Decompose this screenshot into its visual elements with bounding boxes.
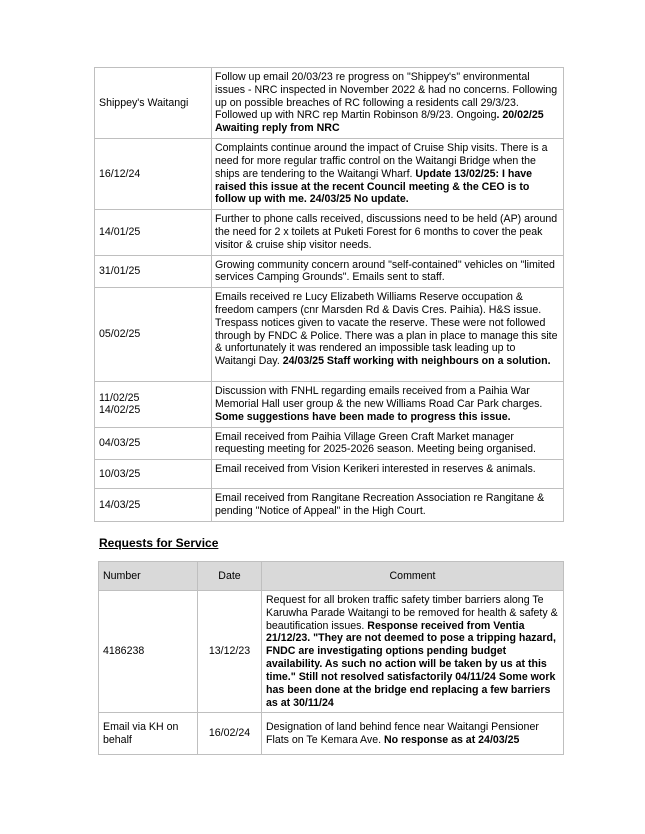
column-header-comment: Comment (262, 562, 564, 591)
table-row (95, 68, 564, 139)
issue-text-cell (212, 382, 564, 427)
issue-update: 24/03/25 Staff working with neighbours on a solution. (282, 355, 551, 368)
issue-text: Growing community concern around "self-contained" vehicles on "limited services Camping Grounds". Emails sent to staff. (215, 258, 555, 284)
issue-date-cell (95, 210, 212, 255)
table-row (95, 427, 564, 460)
issue-text-cell (212, 210, 564, 255)
issue-date: 05/02/25 (99, 328, 141, 341)
issue-update: Update 13/02/25: I have raised this issue at the recent Council meeting & the CEO is to follow up with me. 24/03/25 No update. (215, 167, 532, 206)
requests-table (98, 561, 564, 755)
table-row (99, 713, 564, 755)
table-header-row (99, 562, 564, 591)
table-row (95, 139, 564, 210)
request-comment (262, 591, 564, 713)
table-row (95, 288, 564, 382)
request-comment (262, 713, 564, 755)
issue-text-cell (212, 489, 564, 522)
table-row (95, 460, 564, 489)
table-row (95, 489, 564, 522)
issue-date-cell (95, 288, 212, 382)
request-response: No response as at 24/03/25 (383, 733, 520, 746)
table-row (99, 591, 564, 713)
request-comment-text: Request for all broken traffic safety timber barriers along Te Karuwha Parade Waitangi to be removed for health & safety & beautification issues. (266, 594, 558, 632)
issue-text: Complaints continue around the impact of Cruise Ship visits. There is a need for more regular traffic control on the Waitangi Bridge when the ships are tendering to the Waitangi Wharf. (215, 142, 548, 180)
issue-date: 10/03/25 (99, 467, 141, 480)
issue-text: Email received from Rangitane Recreation Association re Rangitane & pending "Notice of Appeal" in the High Court. (215, 492, 545, 518)
issue-update: Some suggestions have been made to progress this issue. (215, 410, 511, 423)
request-response: Response received from Ventia 21/12/23. "They are not deemed to pose a tripping hazard, FNDC are investigating options pending budget availability. As such no action will be taken by us at this time." Still not resolved satisfactorily 04/11/24 Some work has been done at the bridge end replacing a few barriers as at 30/11/24 (266, 619, 556, 709)
requests-heading: Requests for Service (99, 536, 219, 550)
issue-date: 16/12/24 (99, 167, 141, 180)
issue-date: 11/02/25 (99, 391, 140, 404)
issue-date: 14/01/25 (99, 225, 141, 238)
issue-date: Shippey's Waitangi (99, 96, 189, 109)
request-date: 13/12/23 (198, 591, 262, 713)
issue-update: . 20/02/25 Awaiting reply from NRC (215, 109, 544, 135)
issue-date-cell (95, 382, 212, 427)
column-header-number: Number (99, 562, 198, 591)
issue-text-cell (212, 139, 564, 210)
request-comment-text: Designation of land behind fence near Waitangi Pensioner Flats on Te Kemara Ave. (266, 721, 539, 746)
issue-text: Further to phone calls received, discussions need to be held (AP) around the need for 2 x toilets at Puketi Forest for 6 months to cover the peak visitor & cruise ship visitor needs. (215, 213, 558, 251)
table-row (95, 255, 564, 288)
issue-date: 14/02/25 (99, 404, 141, 417)
issue-date-cell (95, 255, 212, 288)
issue-date-cell (95, 489, 212, 522)
table-row (95, 210, 564, 255)
issue-date-cell (95, 139, 212, 210)
issue-text: Emails received re Lucy Elizabeth Williams Reserve occupation & freedom campers (cnr Marsden Rd & Davis Cres. Paihia). H&S issue. Trespass notices given to vacate the reserve. These were not followed through by FNDC & Police. There was a plan in place to manage this site & unfortunately it was rendered an impossible task leading up to Waitangi Day. (215, 291, 558, 368)
issues-table (94, 67, 564, 522)
request-number: Email via KH on behalf (99, 713, 198, 755)
issue-date-cell (95, 427, 212, 460)
issue-text-cell (212, 68, 564, 139)
request-date: 16/02/24 (198, 713, 262, 755)
request-number: 4186238 (99, 591, 198, 713)
issue-text-cell (212, 288, 564, 382)
issue-date: 31/01/25 (99, 264, 141, 277)
issue-text: Discussion with FNHL regarding emails received from a Paihia War Memorial Hall user group & the new Williams Road Car Park charges. (215, 385, 543, 410)
issue-text: Email received from Vision Kerikeri interested in reserves & animals. (215, 463, 536, 476)
column-header-date: Date (198, 562, 262, 591)
issue-text-cell (212, 255, 564, 288)
table-row (95, 382, 564, 427)
issue-text: Follow up email 20/03/23 re progress on "Shippey's" environmental issues - NRC inspected in November 2022 & had no concerns. Following up on possible breaches of RC following a residents call 29/3/23. Followed up with NRC rep Martin Robinson 8/9/23. Ongoing (215, 71, 558, 122)
issue-text-cell (212, 427, 564, 460)
issue-date: 14/03/25 (99, 498, 141, 511)
issue-date: 04/03/25 (99, 437, 141, 450)
issue-text: Email received from Paihia Village Green Craft Market manager requesting meeting for 2025-2026 season. Meeting being organised. (215, 430, 536, 456)
issue-date-cell (95, 460, 212, 489)
issue-text-cell (212, 460, 564, 489)
issue-date-cell (95, 68, 212, 139)
